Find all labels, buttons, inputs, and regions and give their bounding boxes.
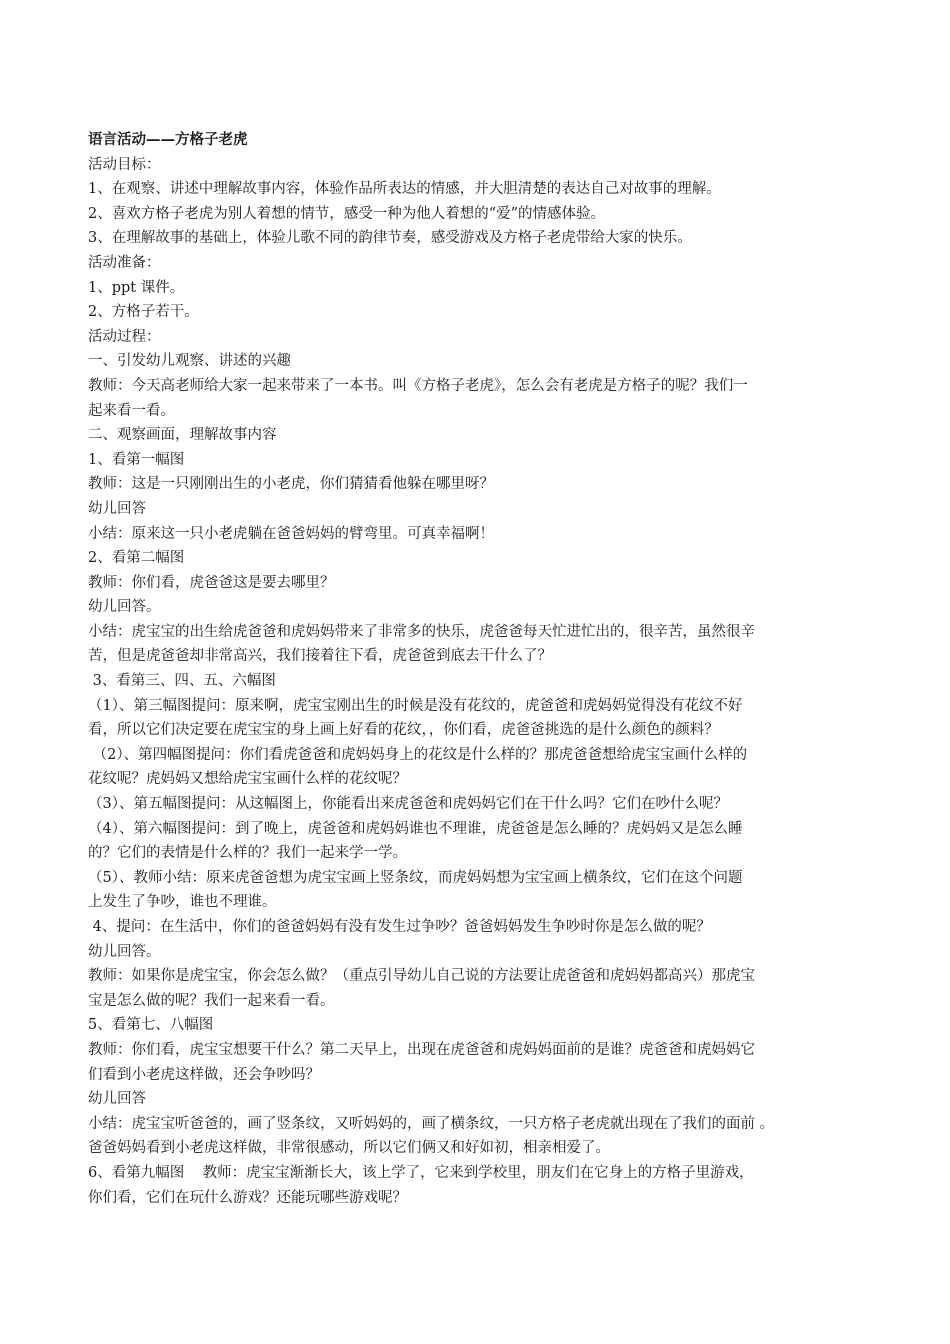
document-line: 1、ppt 课件。: [88, 279, 185, 296]
document-line: 活动过程：: [88, 328, 161, 345]
document-line: （1）、第三幅图提问：原来啊，虎宝宝刚出生的时候是没有花纹的，虎爸爸和虎妈妈觉得没有花纹不好: [88, 697, 743, 714]
document-line: （5）、教师小结：原来虎爸爸想为虎宝宝画上竖条纹，而虎妈妈想为宝宝画上横条纹，它们在这个问题: [88, 869, 743, 886]
document-line: 宝是怎么做的呢？我们一起来看一看。: [88, 992, 335, 1009]
document-line: 3、看第三、四、五、六幅图: [88, 673, 276, 690]
document-line: 1、看第一幅图: [88, 451, 185, 468]
document-line: 活动准备：: [88, 254, 161, 271]
document-line: 教师：你们看，虎宝宝想要干什么？第二天早上，出现在虎爸爸和虎妈妈面前的是谁？虎爸爸和虎妈妈它: [88, 1041, 755, 1058]
document-line: 花纹呢？虎妈妈又想给虎宝宝画什么样的花纹呢？: [88, 771, 407, 788]
document-line: 5、看第七、八幅图: [88, 1017, 214, 1034]
document-line: 6、看第九幅图 教师：虎宝宝渐渐长大，该上学了，它来到学校里，朋友们在它身上的方格子里游戏，: [88, 1164, 754, 1181]
document-line: 你们看，它们在玩什么游戏？还能玩哪些游戏呢？: [88, 1189, 407, 1206]
document-line: 爸爸妈妈看到小老虎这样做，非常很感动，所以它们俩又和好如初，相亲相爱了。: [88, 1140, 610, 1157]
document-line: 幼儿回答: [88, 1091, 146, 1108]
document-line: 小结：虎宝宝听爸爸的，画了竖条纹，又听妈妈的，画了横条纹，一只方格子老虎就出现在了我们的面前 。: [88, 1115, 775, 1132]
document-line: 2、看第二幅图: [88, 550, 185, 567]
document-line: （2）、第四幅图提问：你们看虎爸爸和虎妈妈身上的花纹是什么样的？那虎爸爸想给虎宝宝画什么样的: [88, 746, 748, 763]
document-line: （4）、第六幅图提问：到了晚上，虎爸爸和虎妈妈谁也不理谁，虎爸爸是怎么睡的？虎妈妈又是怎么睡: [88, 820, 743, 837]
document-line: 看，所以它们决定要在虎宝宝的身上画上好看的花纹，，你们看，虎爸爸挑选的是什么颜色的颜料？: [88, 722, 719, 739]
document-line: 教师：今天高老师给大家一起来带来了一本书。叫《方格子老虎》，怎么会有老虎是方格子的呢？我们一: [88, 377, 748, 394]
document-line: 教师：如果你是虎宝宝，你会怎么做？（重点引导幼儿自己说的方法要让虎爸爸和虎妈妈都高兴）那虎宝: [88, 968, 755, 985]
document-line: 4、提问：在生活中，你们的爸爸妈妈有没有发生过争吵？爸爸妈妈发生争吵时你是怎么做的呢？: [88, 919, 711, 935]
document-line: （3）、第五幅图提问：从这幅图上，你能看出来虎爸爸和虎妈妈它们在干什么吗？它们在吵什么呢？: [88, 796, 728, 813]
document-line: 们看到小老虎这样做，还会争吵吗？: [88, 1066, 320, 1083]
document-line: 幼儿回答: [88, 500, 146, 517]
document-line: 苦，但是虎爸爸却非常高兴，我们接着往下看，虎爸爸到底去干什么了？: [88, 648, 552, 665]
document-line: 起来看一看。: [88, 402, 175, 419]
document-line: 教师：你们看，虎爸爸这是要去哪里？: [88, 574, 335, 591]
document-body: [88, 128, 868, 1210]
document-line: 小结：虎宝宝的出生给虎爸爸和虎妈妈带来了非常多的快乐，虎爸爸每天忙进忙出的，很辛苦，虽然很辛: [88, 623, 755, 640]
document-line: 上发生了争吵，谁也不理谁。: [88, 894, 277, 911]
document-line: 1、在观察、讲述中理解故事内容，体验作品所表达的情感，并大胆清楚的表达自己对故事的理解。: [88, 181, 721, 198]
document-line: 幼儿回答。: [88, 943, 161, 960]
document-line: 幼儿回答。: [88, 599, 161, 616]
document-line: 一、引发幼儿观察、讲述的兴趣: [88, 353, 291, 370]
document-line: 小结：原来这一只小老虎躺在爸爸妈妈的臂弯里。可真幸福啊！: [88, 525, 494, 542]
document-line: 3、在理解故事的基础上，体验儿歌不同的韵律节奏，感受游戏及方格子老虎带给大家的快乐。: [88, 230, 692, 247]
document-line: 2、方格子若干。: [88, 304, 199, 321]
document-line: 二、观察画面，理解故事内容: [88, 427, 277, 444]
document-line: 2、喜欢方格子老虎为别人着想的情节，感受一种为他人着想的“爱”的情感体验。: [88, 205, 606, 222]
document-title: 语言活动——方格子老虎: [88, 131, 248, 148]
document-line: 教师：这是一只刚刚出生的小老虎，你们猜猜看他躲在哪里呀？: [88, 476, 494, 493]
document-line: 的？它们的表情是什么样的？我们一起来学一学。: [88, 845, 407, 862]
document-line: 活动目标：: [88, 156, 161, 173]
